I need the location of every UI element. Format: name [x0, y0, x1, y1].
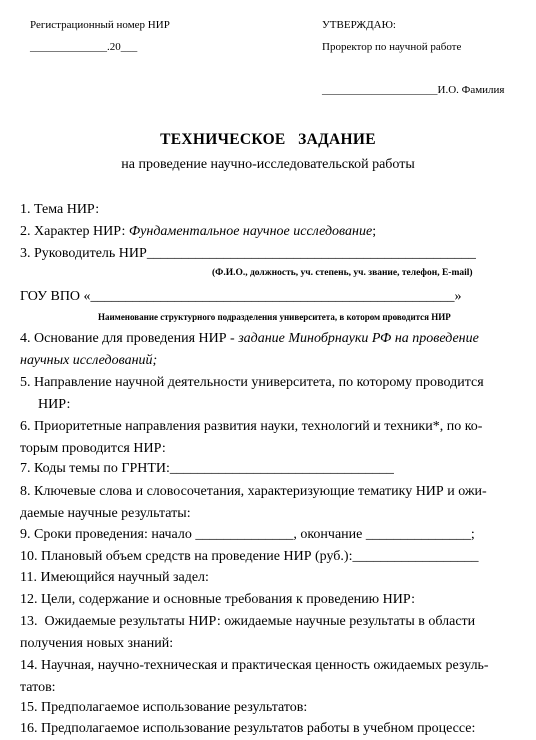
- item-direction: [20, 372, 524, 415]
- item-keywords: [20, 481, 524, 524]
- approval-label: УТВЕРЖДАЮ:: [322, 19, 396, 31]
- item-priorities-line1: 6. Приоритетные направления развития науки, технологий и техники*, по ко-: [20, 419, 483, 434]
- supervisor-note: (Ф.И.О., должность, уч. степень, уч. звание, телефон, E-mail): [212, 268, 473, 278]
- item-basis-label: 4. Основание для проведения НИР -: [20, 331, 239, 346]
- item-expected-results-line2: получения новых знаний:: [20, 635, 174, 651]
- item-keywords-line2: даемые научные результаты:: [20, 505, 191, 521]
- item-priorities-line2: торым проводится НИР:: [20, 440, 166, 456]
- item-background: 11. Имеющийся научный задел:: [20, 570, 209, 585]
- item-direction-line1: 5. Направление научной деятельности университета, по которому проводится: [20, 375, 484, 390]
- item-usage: 15. Предполагаемое использование результатов:: [20, 700, 308, 715]
- item-supervisor: 3. Руководитель НИР_______________________________________________: [20, 246, 476, 261]
- item-topic: 1. Тема НИР:: [20, 202, 100, 217]
- university-note: Наименование структурного подразделения университета, в котором проводится НИР: [98, 312, 451, 322]
- item-research-type: [20, 221, 524, 243]
- registration-number-label: Регистрационный номер НИР: [30, 19, 170, 31]
- item-research-type-end: ;: [372, 224, 377, 239]
- item-basis: [20, 328, 524, 371]
- item-priorities: [20, 416, 524, 459]
- item-grnti-codes: 7. Коды темы по ГРНТИ:________________________________: [20, 461, 394, 476]
- approver-role: Проректор по научной работе: [322, 41, 462, 53]
- item-expected-results: [20, 611, 524, 654]
- document-subtitle: на проведение научно-исследовательской работы: [121, 157, 415, 172]
- item-education-usage: 16. Предполагаемое использование результатов работы в учебном процессе:: [20, 721, 476, 736]
- item-dates: 9. Сроки проведения: начало ______________, окончание _______________;: [20, 527, 475, 542]
- item-research-type-value: Фундаментальное научное исследование: [128, 224, 373, 239]
- item-value-line2: татов:: [20, 679, 56, 695]
- university-line: ГОУ ВПО «____________________________________________________»: [20, 289, 462, 304]
- item-research-type-label: 2. Характер НИР:: [20, 224, 129, 239]
- item-value-line1: 14. Научная, научно-техническая и практическая ценность ожидаемых резуль-: [20, 658, 489, 673]
- item-expected-results-line1: 13. Ожидаемые результаты НИР: ожидаемые научные результаты в области: [20, 614, 476, 629]
- item-goals: 12. Цели, содержание и основные требования к проведению НИР:: [20, 592, 416, 607]
- item-basis-value: задание Минобрнауки РФ на проведение научных исследований;: [20, 331, 479, 368]
- item-budget: 10. Плановый объем средств на проведение НИР (руб.):__________________: [20, 549, 479, 564]
- item-keywords-line1: 8. Ключевые слова и словосочетания, характеризующие тематику НИР и ожи-: [20, 484, 487, 499]
- item-value: [20, 655, 524, 698]
- document-title: ТЕХНИЧЕСКОЕ ЗАДАНИЕ: [160, 131, 376, 148]
- signature-line: _____________________И.О. Фамилия: [322, 84, 505, 96]
- registration-date-line: ______________.20___: [30, 41, 138, 53]
- item-direction-line2: НИР:: [38, 396, 71, 412]
